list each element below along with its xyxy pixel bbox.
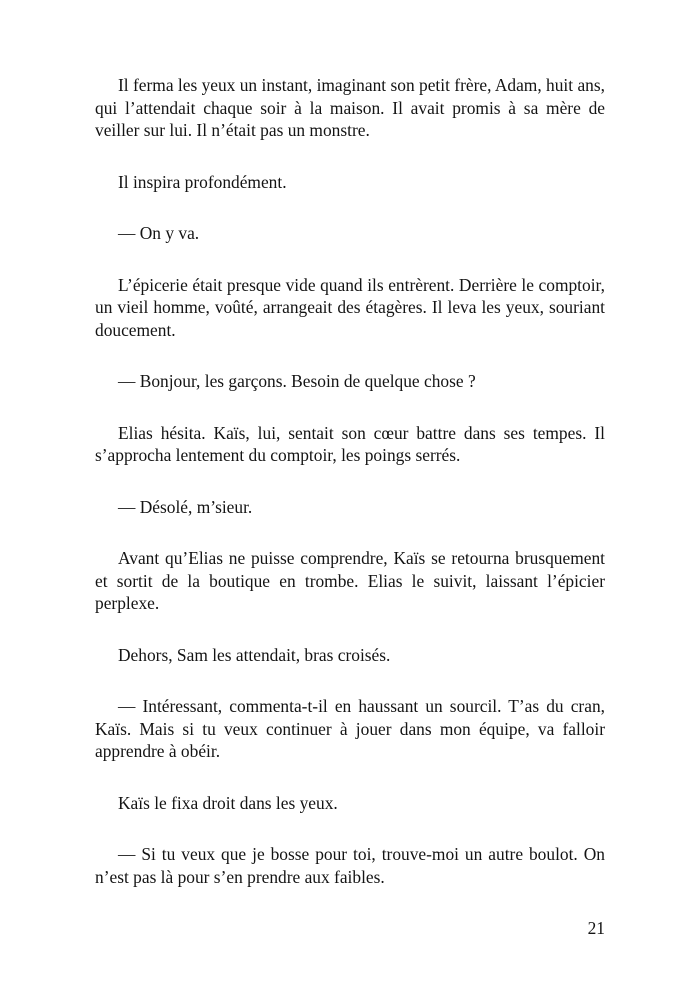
paragraph: L’épicerie était presque vide quand ils entrèrent. Derrière le comptoir, un vieil homme, voûté, arrangeait des étagères. Il leva les yeux, souriant doucement. [95,274,605,340]
paragraph: Dehors, Sam les attendait, bras croisés. [118,644,391,665]
paragraph: Kaïs le fixa droit dans les yeux. [118,792,338,813]
page-number: 21 [587,918,605,938]
paragraph: Elias hésita. Kaïs, lui, sentait son cœur battre dans ses tempes. Il s’approcha lentement du comptoir, les poings serrés. [95,422,605,465]
paragraph: Avant qu’Elias ne puisse comprendre, Kaïs se retourna brusquement et sortit de la boutique en trombe. Elias le suivit, laissant l’épicier perplexe. [95,548,605,613]
paragraph: — On y va. [118,223,200,243]
paragraph: — Si tu veux que je bosse pour toi, trouve-moi un autre boulot. On n’est pas là pour s’en prendre aux faibles. [95,844,605,887]
paragraph: — Bonjour, les garçons. Besoin de quelque chose ? [118,371,476,391]
paragraph: — Désolé, m’sieur. [118,496,253,517]
paragraph: Il ferma les yeux un instant, imaginant son petit frère, Adam, huit ans, qui l’attendait chaque soir à la maison. Il avait promis à sa mère de veiller sur lui. Il n’était pas un monstre. [95,75,605,140]
paragraph: — Intéressant, commenta-t-il en haussant un sourcil. T’as du cran, Kaïs. Mais si tu veux continuer à jouer dans mon équipe, va falloir apprendre à obéir. [95,696,605,761]
paragraph: Il inspira profondément. [118,171,287,192]
page-body [95,74,605,917]
